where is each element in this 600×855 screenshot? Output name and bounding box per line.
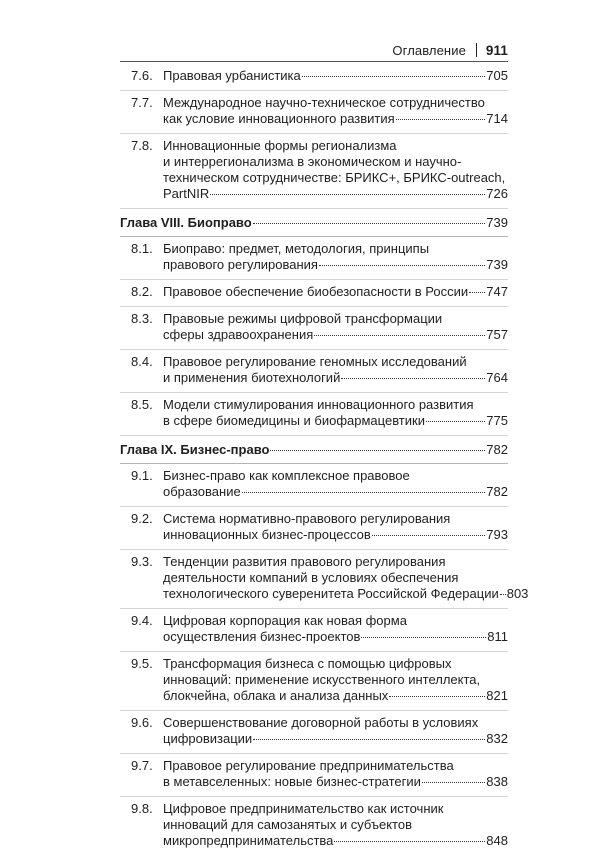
section-title-line: Инновационные формы регионализма bbox=[163, 138, 397, 153]
section-number: 8.4. bbox=[131, 354, 153, 369]
section-title-line: цифровизации bbox=[163, 731, 253, 746]
section-title-line: техническом сотрудничестве: БРИКС+, БРИКС-outreach, bbox=[163, 170, 506, 185]
dot-leader bbox=[334, 841, 485, 842]
toc-section-entry bbox=[120, 90, 508, 133]
section-title-line: Система нормативно-правового регулирования bbox=[163, 511, 451, 526]
running-header bbox=[120, 38, 508, 62]
page-ref: 782 bbox=[486, 442, 508, 457]
page-ref: 726 bbox=[486, 186, 508, 201]
page-ref: 811 bbox=[487, 629, 508, 644]
dot-leader bbox=[372, 535, 485, 536]
section-title-line: инноваций для самозанятых и субъектов bbox=[163, 817, 412, 832]
dot-leader bbox=[341, 378, 485, 379]
section-title-line: в сфере биомедицины и биофармацевтики bbox=[163, 413, 425, 428]
toc-section-entry bbox=[120, 349, 508, 392]
page-ref: 803 bbox=[506, 586, 529, 601]
dot-leader bbox=[389, 696, 485, 697]
section-title-line: Цифровое предпринимательство как источник bbox=[163, 801, 444, 816]
page-ref: 838 bbox=[486, 774, 508, 789]
toc-section-entry bbox=[120, 651, 508, 710]
section-title-line: Правовое регулирование геномных исследований bbox=[163, 354, 467, 369]
section-title-line: микропредпринимательства bbox=[163, 833, 334, 848]
toc-chapter-entry bbox=[120, 435, 508, 464]
toc-section-entry bbox=[120, 753, 508, 796]
section-title-line: инновационных бизнес-процессов bbox=[163, 527, 371, 542]
section-title-line: образование bbox=[163, 484, 241, 499]
section-number: 9.6. bbox=[131, 715, 153, 730]
section-title-line: технологического суверенитета Российской Федерации bbox=[163, 586, 499, 601]
section-number: 9.1. bbox=[131, 468, 153, 483]
header-divider bbox=[476, 43, 477, 57]
section-title-line: Биоправо: предмет, методология, принципы bbox=[163, 241, 430, 256]
section-number: 9.3. bbox=[131, 554, 153, 569]
section-title-line: Правовое обеспечение биобезопасности в России bbox=[163, 284, 469, 299]
page-ref: 832 bbox=[486, 731, 508, 746]
section-title-line: инноваций: применение искусственного интеллекта, bbox=[163, 672, 481, 687]
section-number: 7.7. bbox=[131, 95, 153, 110]
section-title-line: осуществления бизнес-проектов bbox=[163, 629, 361, 644]
dot-leader bbox=[422, 782, 485, 783]
section-number: 8.2. bbox=[131, 284, 153, 299]
toc-section-entry bbox=[120, 710, 508, 753]
toc-section-entry bbox=[120, 392, 508, 435]
section-number: 9.7. bbox=[131, 758, 153, 773]
dot-leader bbox=[253, 739, 485, 740]
dot-leader bbox=[242, 492, 486, 493]
page-ref: 739 bbox=[486, 257, 508, 272]
section-title-line: как условие инновационного развития bbox=[163, 111, 395, 126]
section-title-line: Трансформация бизнеса с помощью цифровых bbox=[163, 656, 452, 671]
dot-leader bbox=[319, 265, 485, 266]
toc-section-entry bbox=[120, 279, 508, 306]
table-of-contents bbox=[120, 64, 529, 855]
dot-leader bbox=[426, 421, 485, 422]
section-title-line: сферы здравоохранения bbox=[163, 327, 314, 342]
page-ref: 821 bbox=[486, 688, 508, 703]
chapter-title: Бизнес-право bbox=[180, 442, 270, 457]
section-title-line: PartNIR bbox=[163, 186, 210, 201]
dot-leader bbox=[314, 335, 485, 336]
toc-section-entry bbox=[120, 237, 508, 279]
page-ref: 714 bbox=[486, 111, 508, 126]
chapter-label: Глава VIII. bbox=[120, 215, 184, 230]
page-ref: 782 bbox=[486, 484, 508, 499]
toc-section-entry bbox=[120, 306, 508, 349]
section-title-line: Цифровая корпорация как новая форма bbox=[163, 613, 407, 628]
dot-leader bbox=[253, 223, 486, 224]
toc-section-entry bbox=[120, 796, 508, 855]
page-ref: 739 bbox=[486, 215, 508, 230]
section-title-line: блокчейна, облака и анализа данных bbox=[163, 688, 389, 703]
chapter-title: Биоправо bbox=[187, 215, 252, 230]
section-title-line: в метавселенных: новые бизнес-стратегии bbox=[163, 774, 421, 789]
toc-section-entry bbox=[120, 133, 508, 208]
page-ref: 757 bbox=[486, 327, 508, 342]
section-title-line: Правовое регулирование предпринимательства bbox=[163, 758, 454, 773]
section-number: 9.8. bbox=[131, 801, 153, 816]
section-number: 7.8. bbox=[131, 138, 153, 153]
section-number: 7.6. bbox=[131, 68, 153, 83]
page-ref: 747 bbox=[486, 284, 508, 299]
header-section-title: Оглавление bbox=[392, 42, 466, 58]
section-title-line: Международное научно-техническое сотрудничество bbox=[163, 95, 485, 110]
chapter-label: Глава IX. bbox=[120, 442, 177, 457]
section-title-line: Правовые режимы цифровой трансформации bbox=[163, 311, 443, 326]
dot-leader bbox=[210, 194, 485, 195]
header-rule bbox=[120, 61, 508, 62]
page-ref: 848 bbox=[486, 833, 508, 848]
section-title-line: Тенденции развития правового регулирования bbox=[163, 554, 446, 569]
section-number: 8.3. bbox=[131, 311, 153, 326]
section-title-line: Модели стимулирования инновационного развития bbox=[163, 397, 474, 412]
section-title-line: правового регулирования bbox=[163, 257, 318, 272]
header-page-number: 911 bbox=[485, 42, 508, 58]
section-title-line: деятельности компаний в условиях обеспечения bbox=[163, 570, 459, 585]
dot-leader bbox=[469, 292, 485, 293]
page-ref: 705 bbox=[486, 68, 508, 83]
section-title-line: Правовая урбанистика bbox=[163, 68, 301, 83]
page-ref: 764 bbox=[486, 370, 508, 385]
page-ref: 793 bbox=[486, 527, 508, 542]
dot-leader bbox=[396, 119, 486, 120]
toc-section-entry bbox=[120, 608, 508, 651]
dot-leader bbox=[302, 76, 486, 77]
section-number: 9.4. bbox=[131, 613, 153, 628]
section-title-line: Совершенствование договорной работы в условиях bbox=[163, 715, 479, 730]
section-number: 9.2. bbox=[131, 511, 153, 526]
toc-section-entry bbox=[120, 464, 508, 506]
section-title-line: и применения биотехнологий bbox=[163, 370, 341, 385]
toc-section-entry bbox=[120, 506, 508, 549]
toc-section-entry bbox=[120, 64, 508, 90]
section-title-line: и интеррегионализма в экономическом и научно- bbox=[163, 154, 462, 169]
dot-leader bbox=[270, 450, 485, 451]
section-number: 8.5. bbox=[131, 397, 153, 412]
section-number: 8.1. bbox=[131, 241, 153, 256]
page-ref: 775 bbox=[486, 413, 508, 428]
toc-section-entry bbox=[120, 549, 529, 608]
section-title-line: Бизнес-право как комплексное правовое bbox=[163, 468, 410, 483]
section-number: 9.5. bbox=[131, 656, 153, 671]
dot-leader bbox=[361, 637, 486, 638]
dot-leader bbox=[500, 594, 506, 595]
toc-chapter-entry bbox=[120, 208, 508, 237]
